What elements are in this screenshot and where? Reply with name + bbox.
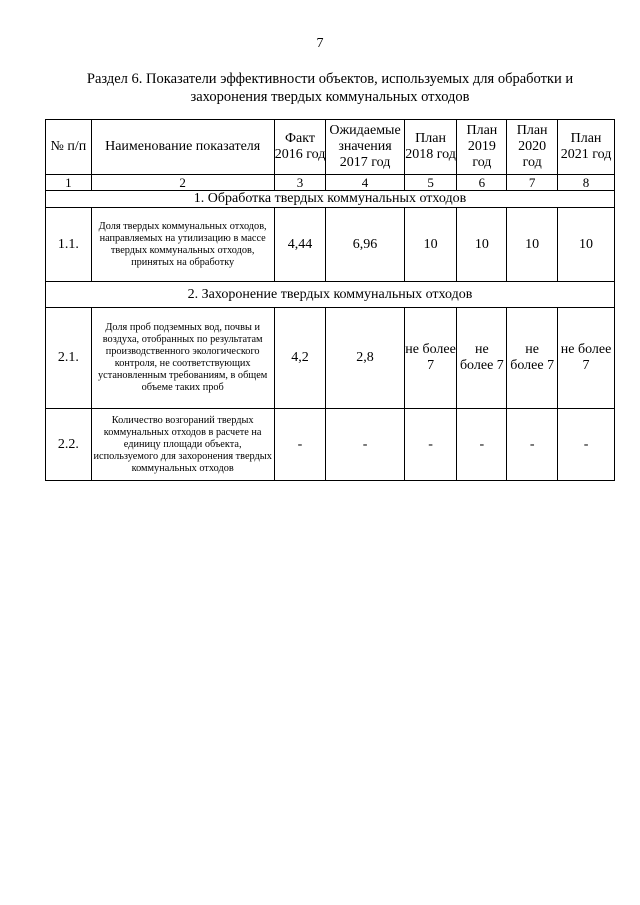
column-number: 4 xyxy=(326,175,404,191)
row-num: 2.1. xyxy=(46,308,92,409)
section-title: Раздел 6. Показатели эффективности объектов, используемых для обработки и захоронения твердых коммунальных отходов xyxy=(86,71,574,105)
header-name: Наименование показателя xyxy=(91,120,274,175)
column-number: 7 xyxy=(507,175,558,191)
row-value-fact-2016: 4,44 xyxy=(274,208,326,282)
row-indicator-name: Количество возгораний твердых коммунальных отходов в расчете на единицу площади объекта, используемого для захоронения твердых коммунальных отходов xyxy=(91,409,274,481)
row-value-fact-2016: 4,2 xyxy=(274,308,326,409)
column-number: 2 xyxy=(91,175,274,191)
row-value-fact-2016: - xyxy=(274,409,326,481)
column-number-row xyxy=(46,175,615,191)
row-value-plan-2021: 10 xyxy=(558,208,615,282)
row-value-expected-2017: - xyxy=(326,409,404,481)
group-row xyxy=(46,282,615,308)
row-indicator-name: Доля проб подземных вод, почвы и воздуха, отобранных по результатам производственного экологического контроля, не соответствующих установленным требованиям, в общем объеме таких проб xyxy=(91,308,274,409)
table-row xyxy=(46,308,615,409)
table-row xyxy=(46,208,615,282)
header-plan-2020: План 2020 год xyxy=(507,120,558,175)
table-row xyxy=(46,409,615,481)
row-value-expected-2017: 6,96 xyxy=(326,208,404,282)
row-value-plan-2020: - xyxy=(507,409,558,481)
header-plan-2019: План 2019 год xyxy=(457,120,507,175)
column-number: 1 xyxy=(46,175,92,191)
row-num: 2.2. xyxy=(46,409,92,481)
row-value-plan-2019: 10 xyxy=(457,208,507,282)
row-value-plan-2020: не более 7 xyxy=(507,308,558,409)
row-value-plan-2019: не более 7 xyxy=(457,308,507,409)
row-value-plan-2018: не более 7 xyxy=(404,308,457,409)
group-title-1: 1. Обработка твердых коммунальных отходов xyxy=(46,191,615,208)
column-number: 8 xyxy=(558,175,615,191)
table-header-row xyxy=(46,120,615,175)
row-num: 1.1. xyxy=(46,208,92,282)
column-number: 3 xyxy=(274,175,326,191)
header-num: № п/п xyxy=(46,120,92,175)
indicators-table xyxy=(45,119,615,481)
column-number: 5 xyxy=(404,175,457,191)
page-number: 7 xyxy=(316,36,324,51)
row-value-plan-2019: - xyxy=(457,409,507,481)
row-value-plan-2021: не более 7 xyxy=(558,308,615,409)
header-plan-2018: План 2018 год xyxy=(404,120,457,175)
group-row xyxy=(46,191,615,208)
row-value-plan-2018: - xyxy=(404,409,457,481)
row-value-plan-2020: 10 xyxy=(507,208,558,282)
row-indicator-name: Доля твердых коммунальных отходов, направляемых на утилизацию в массе твердых коммунальных отходов, принятых на обработку xyxy=(91,208,274,282)
group-title-2: 2. Захоронение твердых коммунальных отходов xyxy=(46,282,615,308)
header-plan-2021: План 2021 год xyxy=(558,120,615,175)
header-fact-2016: Факт 2016 год xyxy=(274,120,326,175)
row-value-plan-2021: - xyxy=(558,409,615,481)
column-number: 6 xyxy=(457,175,507,191)
row-value-expected-2017: 2,8 xyxy=(326,308,404,409)
row-value-plan-2018: 10 xyxy=(404,208,457,282)
header-expected-2017: Ожидаемые значения 2017 год xyxy=(326,120,404,175)
